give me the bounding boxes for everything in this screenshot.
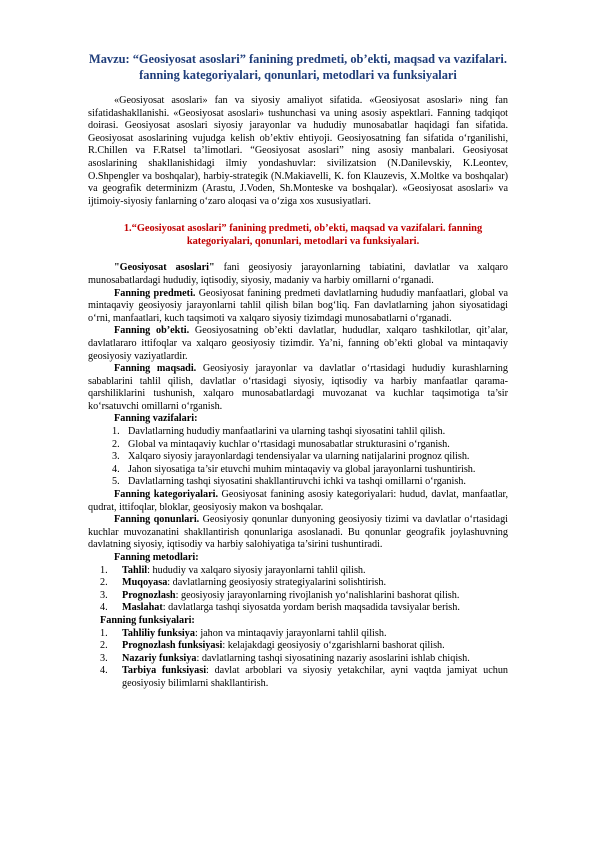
list-number: 2.: [112, 438, 120, 450]
list-number: 3.: [100, 652, 108, 664]
tasks-label: Fanning vazifalari:: [114, 413, 198, 425]
paragraph-term: Fanning maqsadi.: [114, 363, 197, 375]
list-term: Prognozlash funksiyasi: [122, 640, 223, 652]
list-item: [100, 652, 508, 666]
list-item: [100, 564, 508, 578]
list-number: 2.: [100, 577, 108, 589]
list-term: Tahlil: [122, 564, 148, 576]
list-term: Tahliliy funksiya: [122, 627, 195, 639]
list-text: Global va mintaqaviy kuchlar o‘rtasidagi munosabatlar strukturasini o‘rganish.: [128, 438, 450, 450]
paragraph-term: "Geosiyosat asoslari": [114, 262, 215, 274]
paragraph-obekt: [88, 325, 508, 363]
list-term: Muqoyasa: [122, 577, 168, 589]
list-text: : davlat arboblari va siyosiy yetakchilar, ayni vaqtda jamiyat uchun geosiyosiy bilimlarni shakllantirish.: [122, 665, 509, 689]
functions-label: Fanning funksiyalari:: [100, 614, 195, 626]
list-text: Davlatlarning tashqi siyosatini shakllantiruvchi ichki va tashqi omillarni o‘rganish.: [128, 476, 466, 488]
list-number: 1.: [100, 564, 108, 576]
list-item: [100, 627, 508, 641]
list-item: [112, 426, 508, 439]
methods-label: Fanning metodlari:: [114, 552, 199, 563]
list-text: : davlatlarning tashqi siyosatining nazariy asoslarini ishlab chiqish.: [196, 652, 470, 664]
list-text: Davlatlarning hududiy manfaatlarini va ularning tashqi siyosatini tahlil qilish.: [128, 426, 446, 438]
list-text: : geosiyosiy jarayonlarning rivojlanish yo‘nalishlarini bashorat qilish.: [175, 589, 460, 601]
paragraph-qonun: [88, 514, 508, 552]
list-item: [112, 476, 508, 489]
list-item: [112, 438, 508, 452]
list-number: 5.: [112, 476, 120, 488]
list-text: : davlatlarning geosiyosiy strategiyalarini solishtirish.: [167, 577, 387, 589]
tasks-list: [88, 426, 508, 489]
list-text: : davlatlarga tashqi siyosatda yordam berish maqsadida tavsiyalar berish.: [162, 602, 460, 614]
list-text: Xalqaro siyosiy jarayonlardagi tendensiyalar va ularning natijalarini prognoz qilish.: [128, 451, 470, 463]
list-number: 3.: [112, 451, 120, 463]
list-item: [88, 665, 508, 690]
list-text: : jahon va mintaqaviy jarayonlarni tahlil qilish.: [194, 627, 387, 639]
paragraph-text: Geosiyosat fanining asosiy kategoriyalari: hudud, davlat, manfaatlar, qudrat, ittifoqlar, bloklar, geosiyosiy makon va boshqalar.: [88, 489, 508, 513]
list-number: 4.: [112, 463, 120, 475]
list-number: 1.: [100, 627, 108, 639]
list-term: Maslahat: [122, 602, 163, 614]
list-term: Tarbiya funksiyasi: [122, 665, 207, 677]
list-item: [112, 451, 508, 464]
paragraph-term: Fanning predmeti.: [114, 287, 196, 299]
paragraph-text: Geosiyosat fanining predmeti davlatlarning hududiy manfaatlari, global va mintaqaviy geosiyosiy jarayonlarni tahlil qilish bilan bog‘liq. Fan davlatlarning jahon siyosatidagi o‘rni, manfaatlari, kuch taqsimoti va xalqaro siyosiy tizimdagi munosabatlarni o‘rganadi.: [88, 287, 508, 324]
paragraph-geosiyosat: [88, 262, 508, 287]
paragraph-text: fani geosiyosiy jarayonlarning tabiatini, davlatlar va xalqaro munosabatlardagi hududiy, iqtisodiy, siyosiy, madaniy va harbiy omillarni o‘rganadi.: [88, 262, 508, 286]
list-text: : hududiy va xalqaro siyosiy jarayonlarni tahlil qilish.: [147, 564, 366, 576]
list-number: 2.: [100, 640, 108, 652]
paragraph-text: Geosiyosiy jarayonlar va davlatlar o‘rtasidagi hududiy kurashlarning sabablarini tahlil qilish, davlatlar o‘rtasidagi siyosiy, iqtisodiy va harbiy manfaatlar qarama-qarshiliklarini tushunish, xalqaro munosabatlardagi muvozanat va kuchlar taqsimotiga ta’sir ko‘rsatuvchi omillarni o‘rganish.: [88, 363, 508, 412]
paragraph-kategoriya: [88, 489, 508, 514]
list-text: Jahon siyosatiga ta’sir etuvchi muhim mintaqaviy va global jarayonlarni tushuntirish.: [128, 463, 476, 475]
list-term: Prognozlash: [122, 589, 176, 601]
paragraph-text: Geosiyosiy qonunlar dunyoning geosiyosiy tizimi va davlatlar o‘rtasidagi kuchlar muvozanatini shakllantirish qonunlariga asoslanadi. Bu qonunlar geografik joylashuvning davlatning siyosiy, iqtisodiy va harbiy salohiyatiga ta’sirini tushuntiradi.: [88, 514, 508, 551]
list-item: [100, 577, 508, 590]
paragraph-text: Geosiyosatning ob’ekti davlatlar, hududlar, xalqaro tashkilotlar, qit’alar, davlatlararo ittifoqlar va xalqaro geosiyosiy tizimdir. Ya’ni, fanning ob’ekti global va mintaqaviy geosiyosiy vaziyatlardir.: [88, 325, 508, 362]
intro-paragraph: «Geosiyosat asoslari» fan va siyosiy amaliyot sifatida. «Geosiyosat asoslari» ning fan sifatidashakllanishi. «Geosiyosat asoslari» tushunchasi va uning asosiy aspektlari. Fanning tadqiqot doirasi. Geosiyosat asoslari siyosiy jarayonlar va hududiy munosabatlar haqidagi fan sifatida. Geosiyosat asoslarining vujudga kelish ob’ektiv ehtiyoji. Geosiyosatning fan sifatida o‘rganilishi, R.Chillen va F.Ratsel ta’limotlari. “Geosiyosat asoslari” ning asosiy manbalari. Geosiyosat asoslarining shakllanishidagi ilmiy yondashuvlar: sivilizatsion (N.Danilevskiy, K.Leontev, O.Shpengler va boshqalar), harbiy-strategik (N.Makiavelli, K. fon Klauzevis, X.Moltke va boshqalar) va geografik determinizm (Arastu, J.Voden, Sh.Monteske va boshqalar). «Geosiyosat asoslari» va ijtimoiy-siyosiy fanlarning o‘zaro aloqasi va o‘ziga xos xususiyatlari.: [88, 95, 508, 207]
paragraph-predmet: [88, 288, 508, 326]
list-item: [100, 589, 508, 603]
document-title: Mavzu: “Geosiyosat asoslari” fanining predmeti, ob’ekti, maqsad va vazifalari. fanning kategoriyalari, qonunlari, metodlari va funksiyalari: [89, 52, 507, 82]
paragraph-term: Fanning qonunlari.: [114, 514, 200, 526]
list-item: [112, 463, 508, 477]
methods-list: [88, 565, 508, 615]
paragraph-term: Fanning kategoriyalari.: [114, 489, 218, 501]
list-term: Nazariy funksiya: [122, 652, 197, 664]
list-text: : kelajakdagi geosiyosiy o‘zgarishlarni bashorat qilish.: [222, 640, 445, 652]
functions-list: [88, 628, 508, 691]
list-number: 4.: [100, 665, 108, 677]
list-number: 1.: [112, 426, 120, 438]
section-heading: 1.“Geosiyosat asoslari” fanining predmeti, ob’ekti, maqsad va vazifalari. fanning kategoriyalari, qonunlari, metodlari va funksiyalari.: [123, 223, 483, 248]
list-number: 4.: [100, 602, 108, 614]
list-number: 3.: [100, 589, 108, 601]
paragraph-maqsad: [88, 363, 508, 413]
paragraph-term: Fanning ob’ekti.: [114, 325, 190, 337]
list-item: [100, 640, 508, 653]
list-item: [100, 602, 508, 615]
